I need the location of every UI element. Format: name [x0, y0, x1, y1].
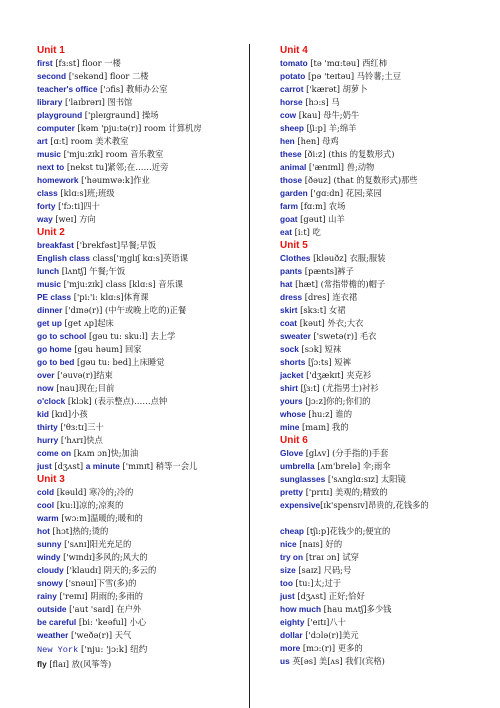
vocab-entry-be-careful: [37, 616, 245, 629]
vocab-word: first: [37, 58, 53, 68]
vocab-word: get up: [37, 318, 62, 328]
vocab-entry-now: [37, 382, 245, 395]
vocab-entry-cold: [37, 486, 245, 499]
phonetic-and-meaning: ['sʌnɪ]阳光充足的: [61, 539, 132, 549]
phonetic-and-meaning: [hu:z] 谁的: [305, 409, 353, 419]
phonetic-and-meaning: [hɔ:s] 马: [302, 97, 340, 107]
vocab-word: library: [37, 97, 63, 107]
vocab-word: expensive: [280, 500, 321, 510]
phonetic-and-meaning: [naɪs] 好的: [296, 539, 343, 549]
vocab-entry-clothes: [280, 252, 492, 265]
phonetic-and-meaning: [ðəuz] (that 的复数形式)那些: [302, 175, 418, 185]
phonetic-and-meaning: ['mju:zɪk] class [klɑ:s] 音乐课: [60, 279, 184, 289]
vocab-entry-hot: [37, 525, 245, 538]
vocab-entry-how-much: [280, 603, 492, 616]
vocab-entry-expensive: [280, 499, 492, 525]
unit-heading: Unit 2: [37, 227, 65, 238]
phonetic-and-meaning: [ði:z] (this 的复数形式): [301, 149, 395, 159]
vocab-entry-hurry: [37, 434, 245, 447]
unit-heading: Unit 3: [37, 474, 65, 485]
vocab-word: music: [37, 149, 61, 159]
vocab-word: snowy: [37, 578, 63, 588]
vocab-entry-library: [37, 96, 245, 109]
phonetic-and-meaning: ['mɪnɪt] 稍等一会儿: [119, 461, 198, 471]
vocab-entry-sheep: [280, 122, 492, 135]
unit-heading: Unit 6: [280, 435, 308, 446]
phonetic-and-meaning: [kʌm ɔn]快;加油: [71, 448, 139, 458]
phonetic-and-meaning: ['weðə(r)] 天气: [68, 630, 132, 640]
vocab-entry-playground: [37, 109, 245, 122]
vocab-word: nice: [280, 539, 297, 549]
vocab-entry-class: [37, 187, 245, 200]
phonetic-and-meaning: [kləuðz] 衣服;服装: [310, 253, 386, 263]
vocab-word: weather: [37, 630, 69, 640]
phonetic-and-meaning: ['swetə(r)] 毛衣: [310, 331, 377, 341]
vocab-entry-dinner: [37, 304, 245, 317]
vocab-word: now: [37, 383, 54, 393]
phonetic-and-meaning: ['dɔlə(r)]美元: [302, 630, 359, 640]
vocab-word: eat: [280, 227, 292, 237]
phonetic-and-meaning: [pænts]裤子: [302, 266, 354, 276]
vocab-entry-jacket: [280, 369, 492, 382]
vocab-entry-music: [37, 148, 245, 161]
phonetic-and-meaning: [get ʌp]起床: [61, 318, 114, 328]
vocab-word: be careful: [37, 617, 77, 627]
phonetic-and-meaning: ['prɪtɪ] 美观的;精致的: [303, 487, 388, 497]
phonetic-and-meaning: [hɔt]热的;烫的: [49, 526, 109, 536]
unit-heading: Unit 1: [37, 45, 65, 56]
vocab-entry-farm: [280, 200, 492, 213]
phonetic-and-meaning: ['snəuɪ]下雪(多)的: [62, 578, 137, 588]
vocab-entry-fly: [37, 658, 245, 671]
phonetic-and-meaning: [jɔ:z]你的;你们的: [302, 396, 371, 406]
vocab-entry-tomato: [280, 57, 492, 70]
phonetic-and-meaning: [sɔk] 短袜: [298, 344, 342, 354]
vocab-word: kid: [37, 409, 49, 419]
vocab-entry-pants: [280, 265, 492, 278]
phonetic-and-meaning: [fɜ:st] floor 一楼: [52, 58, 121, 68]
vocab-word: coat: [280, 318, 298, 328]
vocab-word: hen: [280, 136, 295, 146]
vocab-entry-new-york: [37, 642, 245, 658]
vocab-word: breakfast: [37, 240, 74, 250]
vocab-word: go to school: [37, 331, 87, 341]
phonetic-and-meaning: [ʃɔ:ts] 短裤: [305, 357, 351, 367]
phonetic-and-meaning: ['eɪtɪ]八十: [304, 617, 346, 627]
phonetic-and-meaning: ['gɑ:dn] 花园;菜园: [307, 188, 382, 198]
vocab-word: a minute: [85, 461, 120, 471]
unit-heading: Unit 5: [280, 240, 308, 251]
vocab-word: way: [37, 214, 53, 224]
right-column: [280, 44, 492, 668]
vocab-word: dinner: [37, 305, 63, 315]
phonetic-and-meaning: [kɪd]小孩: [49, 409, 88, 419]
phonetic-and-meaning: [gəu tu: sku:l] 去上学: [86, 331, 176, 341]
vocab-word: hot: [37, 526, 50, 536]
vocab-word: rainy: [37, 591, 57, 601]
vocab-word: PE class: [37, 292, 72, 302]
phonetic-and-meaning: ['θɜ:tɪ]三十: [57, 422, 104, 432]
phonetic-and-meaning: [kəuld] 寒冷的;冷的: [54, 487, 134, 497]
vocab-word: how much: [280, 604, 322, 614]
vocab-word: umbrella: [280, 461, 315, 471]
vocab-word: outside: [37, 604, 67, 614]
vocab-word: windy: [37, 552, 61, 562]
vocab-entry-music: [37, 278, 245, 291]
vocab-word: shorts: [280, 357, 306, 367]
vocab-entry-cloudy: [37, 564, 245, 577]
vocab-entry-potato: [280, 70, 492, 83]
vocab-entry-kid: [37, 408, 245, 421]
phonetic-and-meaning: ['dɪnə(r)] (中午或晚上吃的)正餐: [62, 305, 187, 315]
phonetic-and-meaning: [gəut] 山羊: [297, 214, 345, 224]
phonetic-and-meaning: [klɔk] (表示整点)……点钟: [65, 396, 168, 406]
vocab-entry-homework: [37, 174, 245, 187]
phonetic-and-meaning: [dʒʌst] 正好;恰好: [294, 591, 365, 601]
vocab-entry-forty: [37, 200, 245, 213]
column-divider: [249, 44, 250, 708]
vocab-word: skirt: [280, 305, 298, 315]
vocab-entry-mine: [280, 421, 492, 434]
vocab-entry-lunch: [37, 265, 245, 278]
phonetic-and-meaning: [lʌntʃ] 午餐;午饭: [59, 266, 126, 276]
vocab-word: lunch: [37, 266, 60, 276]
phonetic-and-meaning: ['sʌnglɑ:sɪz] 太阳镜: [325, 474, 406, 484]
vocab-word: go to bed: [37, 357, 75, 367]
vocab-word: New York: [37, 645, 79, 655]
phonetic-and-meaning: [ɪk'spensɪv]昂贵的,花钱多的: [320, 500, 429, 510]
vocab-word: pants: [280, 266, 303, 276]
vocab-word: cloudy: [37, 565, 64, 575]
phonetic-and-meaning: [tʃi:p]花钱少的;便宜的: [303, 526, 391, 536]
phonetic-and-meaning: ['reɪnɪ] 阴雨的;多雨的: [56, 591, 143, 601]
vocab-word: over: [37, 370, 55, 380]
vocab-word: whose: [280, 409, 306, 419]
phonetic-and-meaning: [bi: 'keəful] 小心: [76, 617, 147, 627]
vocab-entry-eighty: [280, 616, 492, 629]
vocab-word: cool: [37, 500, 55, 510]
phonetic-and-meaning: [weɪ] 方向: [52, 214, 96, 224]
vocab-entry-whose: [280, 408, 492, 421]
phonetic-and-meaning: [ku:l]凉的;凉爽的: [54, 500, 124, 510]
vocab-word: English: [37, 253, 67, 263]
vocab-entry-pretty: [280, 486, 492, 499]
vocab-entry-size: [280, 564, 492, 577]
vocab-entry-come-on: [37, 447, 245, 460]
vocab-word: thirty: [37, 422, 58, 432]
vocab-word: warm: [37, 513, 59, 523]
vocab-word: carrot: [280, 84, 304, 94]
vocab-entry-too: [280, 577, 492, 590]
vocab-entry-hen: [280, 135, 492, 148]
vocab-word: horse: [280, 97, 303, 107]
vocab-entry-way: [37, 213, 245, 226]
vocab-entry-go-to-bed: [37, 356, 245, 369]
vocab-word: potato: [280, 71, 306, 81]
vocab-entry-o-clock: [37, 395, 245, 408]
unit-heading: Unit 4: [280, 45, 308, 56]
phonetic-and-meaning: [ɑ:t] room 美术教室: [47, 136, 129, 146]
vocab-entry-try-on: [280, 551, 492, 564]
left-column: [37, 44, 245, 671]
phonetic-and-meaning: [tu:]太;过于: [292, 578, 342, 588]
vocab-word: art: [37, 136, 48, 146]
vocab-entry-next-to: [37, 161, 245, 174]
vocab-word: dollar: [280, 630, 303, 640]
vocab-word: class: [37, 188, 58, 198]
vocab-entry-sweater: [280, 330, 492, 343]
vocab-word: dress: [280, 292, 303, 302]
vocab-word: these: [280, 149, 302, 159]
vocab-entry-umbrella: [280, 460, 492, 473]
vocab-word: too: [280, 578, 293, 588]
phonetic-and-meaning: [pə 'teɪtəu] 马铃薯;土豆: [305, 71, 402, 81]
vocab-word: just: [37, 461, 52, 471]
vocab-entry-skirt: [280, 304, 492, 317]
phonetic-and-meaning: ['wɪndɪ]多风的;风大的: [60, 552, 148, 562]
vocab-word-extra: class: [66, 253, 91, 263]
vocab-entry-yours: [280, 395, 492, 408]
vocab-word: homework: [37, 175, 79, 185]
vocab-entry-outside: [37, 603, 245, 616]
vocab-word: sheep: [280, 123, 304, 133]
phonetic-and-meaning: [dres] 连衣裙: [302, 292, 358, 302]
vocab-entry-teacher-s-office: [37, 83, 245, 96]
vocab-word: sock: [280, 344, 299, 354]
vocab-entry-sunglasses: [280, 473, 492, 486]
vocab-word: cow: [280, 110, 297, 120]
vocab-entry-cheap: [280, 525, 492, 538]
phonetic-and-meaning: ['brekfəst]早餐;早饭: [73, 240, 157, 250]
phonetic-and-meaning: ['pi:'i: klɑ:s]体育课: [71, 292, 149, 302]
vocab-word: tomato: [280, 58, 308, 68]
vocab-word: pretty: [280, 487, 304, 497]
phonetic-and-meaning: ['sekənd] floor 二楼: [66, 71, 149, 81]
vocab-entry-eat: [280, 226, 492, 239]
vocab-entry-english: [37, 252, 245, 265]
phonetic-and-meaning: ['aut 'saɪd] 在户外: [66, 604, 142, 614]
phonetic-and-meaning: ['klaudɪ] 阴天的;多云的: [63, 565, 157, 575]
vocab-entry-breakfast: [37, 239, 245, 252]
phonetic-and-meaning: [glʌv] (分手指的)手套: [303, 448, 389, 458]
phonetic-and-meaning: [maɪn] 我的: [299, 422, 349, 432]
phonetic-and-meaning: [ʃi:p] 羊;绵羊: [303, 123, 357, 133]
vocab-entry-dress: [280, 291, 492, 304]
vocab-entry-shirt: [280, 382, 492, 395]
phonetic-and-meaning: ['ænɪml] 兽;动物: [306, 162, 375, 172]
vocab-word: yours: [280, 396, 303, 406]
phonetic-and-meaning: ['kærət] 胡萝卜: [303, 84, 368, 94]
vocab-word: just: [280, 591, 295, 601]
phonetic-and-meaning: 英[əs] 美[ʌs] 我们(宾格): [289, 656, 385, 666]
vocab-word: come on: [37, 448, 72, 458]
phonetic-and-meaning: [flaɪ] 放(风筝等): [46, 659, 112, 669]
vocab-entry-pe-class: [37, 291, 245, 304]
phonetic-and-meaning: [hen] 母鸡: [294, 136, 339, 146]
vocab-word: goat: [280, 214, 298, 224]
phonetic-and-meaning: ['hʌrɪ]快点: [58, 435, 103, 445]
vocab-word: fly: [37, 659, 47, 669]
vocab-entry-goat: [280, 213, 492, 226]
phonetic-and-meaning: [kəut] 外衣;大衣: [297, 318, 364, 328]
vocab-entry-these: [280, 148, 492, 161]
vocab-word: Clothes: [280, 253, 311, 263]
phonetic-and-meaning: [nekst tu]紧邻;在……近旁: [64, 162, 169, 172]
vocab-word: farm: [280, 201, 298, 211]
vocab-word: those: [280, 175, 303, 185]
phonetic-and-meaning: ['əuvə(r)]结束: [54, 370, 113, 380]
vocab-word: eighty: [280, 617, 305, 627]
vocab-entry-just: [37, 460, 245, 473]
vocab-word: playground: [37, 110, 83, 120]
vocab-entry-dollar: [280, 629, 492, 642]
vocab-entry-more: [280, 642, 492, 655]
vocab-entry-hat: [280, 278, 492, 291]
vocab-entry-animal: [280, 161, 492, 174]
phonetic-and-meaning: [dʒʌst]: [51, 461, 86, 471]
vocab-word: shirt: [280, 383, 298, 393]
vocab-word: forty: [37, 201, 56, 211]
vocab-entry-shorts: [280, 356, 492, 369]
phonetic-and-meaning: [kau] 母牛;奶牛: [296, 110, 360, 120]
vocab-entry-cool: [37, 499, 245, 512]
vocab-entry-second: [37, 70, 245, 83]
phonetic-and-meaning: ['nju: 'jɔ:k] 纽约: [78, 645, 148, 655]
vocab-word: size: [280, 565, 296, 575]
phonetic-and-meaning: [nau]现在;目前: [53, 383, 115, 393]
vocab-word: o'clock: [37, 396, 66, 406]
vocab-entry-those: [280, 174, 492, 187]
phonetic-and-meaning: [saɪz] 尺码;号: [295, 565, 352, 575]
vocab-word: try on: [280, 552, 304, 562]
vocab-entry-glove: [280, 447, 492, 460]
phonetic-and-meaning: [gəu həum] 回家: [71, 344, 142, 354]
vocab-word: second: [37, 71, 67, 81]
vocab-entry-over: [37, 369, 245, 382]
phonetic-and-meaning: ['həumwə:k]作业: [78, 175, 150, 185]
vocab-entry-coat: [280, 317, 492, 330]
vocab-entry-go-to-school: [37, 330, 245, 343]
vocab-word: animal: [280, 162, 307, 172]
vocab-word: cheap: [280, 526, 304, 536]
vocab-entry-just: [280, 590, 492, 603]
phonetic-and-meaning: [kəm 'pju:tə(r)] room 计算机房: [74, 123, 202, 133]
vocab-entry-horse: [280, 96, 492, 109]
vocab-entry-art: [37, 135, 245, 148]
vocab-entry-sunny: [37, 538, 245, 551]
vocab-word: computer: [37, 123, 75, 133]
phonetic-and-meaning: [gəu tu: bed]上床睡觉: [74, 357, 165, 367]
phonetic-and-meaning: [mɔ:(r)] 更多的: [300, 643, 363, 653]
vocab-entry-windy: [37, 551, 245, 564]
vocab-entry-warm: [37, 512, 245, 525]
vocab-entry-us: [280, 655, 492, 668]
phonetic-and-meaning: ['dʒækɪt] 夹克衫: [303, 370, 372, 380]
vocab-word: sunny: [37, 539, 62, 549]
vocab-word: Glove: [280, 448, 304, 458]
vocab-word: garden: [280, 188, 308, 198]
phonetic-and-meaning: ['laɪbrərɪ] 图书馆: [62, 97, 133, 107]
vocab-word: cold: [37, 487, 55, 497]
vocab-entry-first: [37, 57, 245, 70]
phonetic-and-meaning: [ʌm'brelə] 伞;雨伞: [314, 461, 391, 471]
phonetic-and-meaning: [hæt] (常指带檐的)帽子: [292, 279, 386, 289]
phonetic-and-meaning: ['pleɪgraund] 操场: [82, 110, 159, 120]
vocab-entry-snowy: [37, 577, 245, 590]
vocab-entry-nice: [280, 538, 492, 551]
vocab-entry-weather: [37, 629, 245, 642]
phonetic-and-meaning: [traɪ ɔn] 试穿: [303, 552, 359, 562]
vocab-word: music: [37, 279, 61, 289]
vocab-word: us: [280, 656, 290, 666]
vocab-entry-get-up: [37, 317, 245, 330]
vocab-entry-go-home: [37, 343, 245, 356]
vocab-word: sweater: [280, 331, 311, 341]
vocab-word: next to: [37, 162, 65, 172]
phonetic-and-meaning: class['ɪŋglɪʃ kɑ:s]英语课: [90, 253, 188, 263]
vocab-entry-sock: [280, 343, 492, 356]
vocab-entry-computer: [37, 122, 245, 135]
vocab-word: more: [280, 643, 301, 653]
vocab-word: hat: [280, 279, 293, 289]
vocab-entry-garden: [280, 187, 492, 200]
vocab-entry-cow: [280, 109, 492, 122]
phonetic-and-meaning: [fɑ:m] 农场: [297, 201, 346, 211]
phonetic-and-meaning: [skɜ:t] 女裙: [297, 305, 346, 315]
phonetic-and-meaning: [tə 'mɑ:təu] 西红柿: [307, 58, 388, 68]
vocab-word: hurry: [37, 435, 59, 445]
phonetic-and-meaning: [wɔ:m]温暖的;暖和的: [58, 513, 143, 523]
vocab-entry-carrot: [280, 83, 492, 96]
phonetic-and-meaning: [klɑ:s]班;班级: [57, 188, 115, 198]
phonetic-and-meaning: [i:t] 吃: [292, 227, 321, 237]
phonetic-and-meaning: ['ɔfis] 教师办公室: [97, 84, 168, 94]
vocab-word: jacket: [280, 370, 304, 380]
phonetic-and-meaning: [hau mʌtʃ]多少钱: [321, 604, 392, 614]
vocab-entry-rainy: [37, 590, 245, 603]
phonetic-and-meaning: ['mju:zɪk] room 音乐教室: [60, 149, 164, 159]
vocab-word: go home: [37, 344, 72, 354]
phonetic-and-meaning: ['fɔ:ti]四十: [55, 201, 100, 211]
vocab-word: teacher's office: [37, 84, 98, 94]
vocab-word: mine: [280, 422, 300, 432]
vocab-word: sunglasses: [280, 474, 326, 484]
vocab-entry-thirty: [37, 421, 245, 434]
phonetic-and-meaning: [ʃɜ:t] (尤指男士)衬衫: [297, 383, 379, 393]
